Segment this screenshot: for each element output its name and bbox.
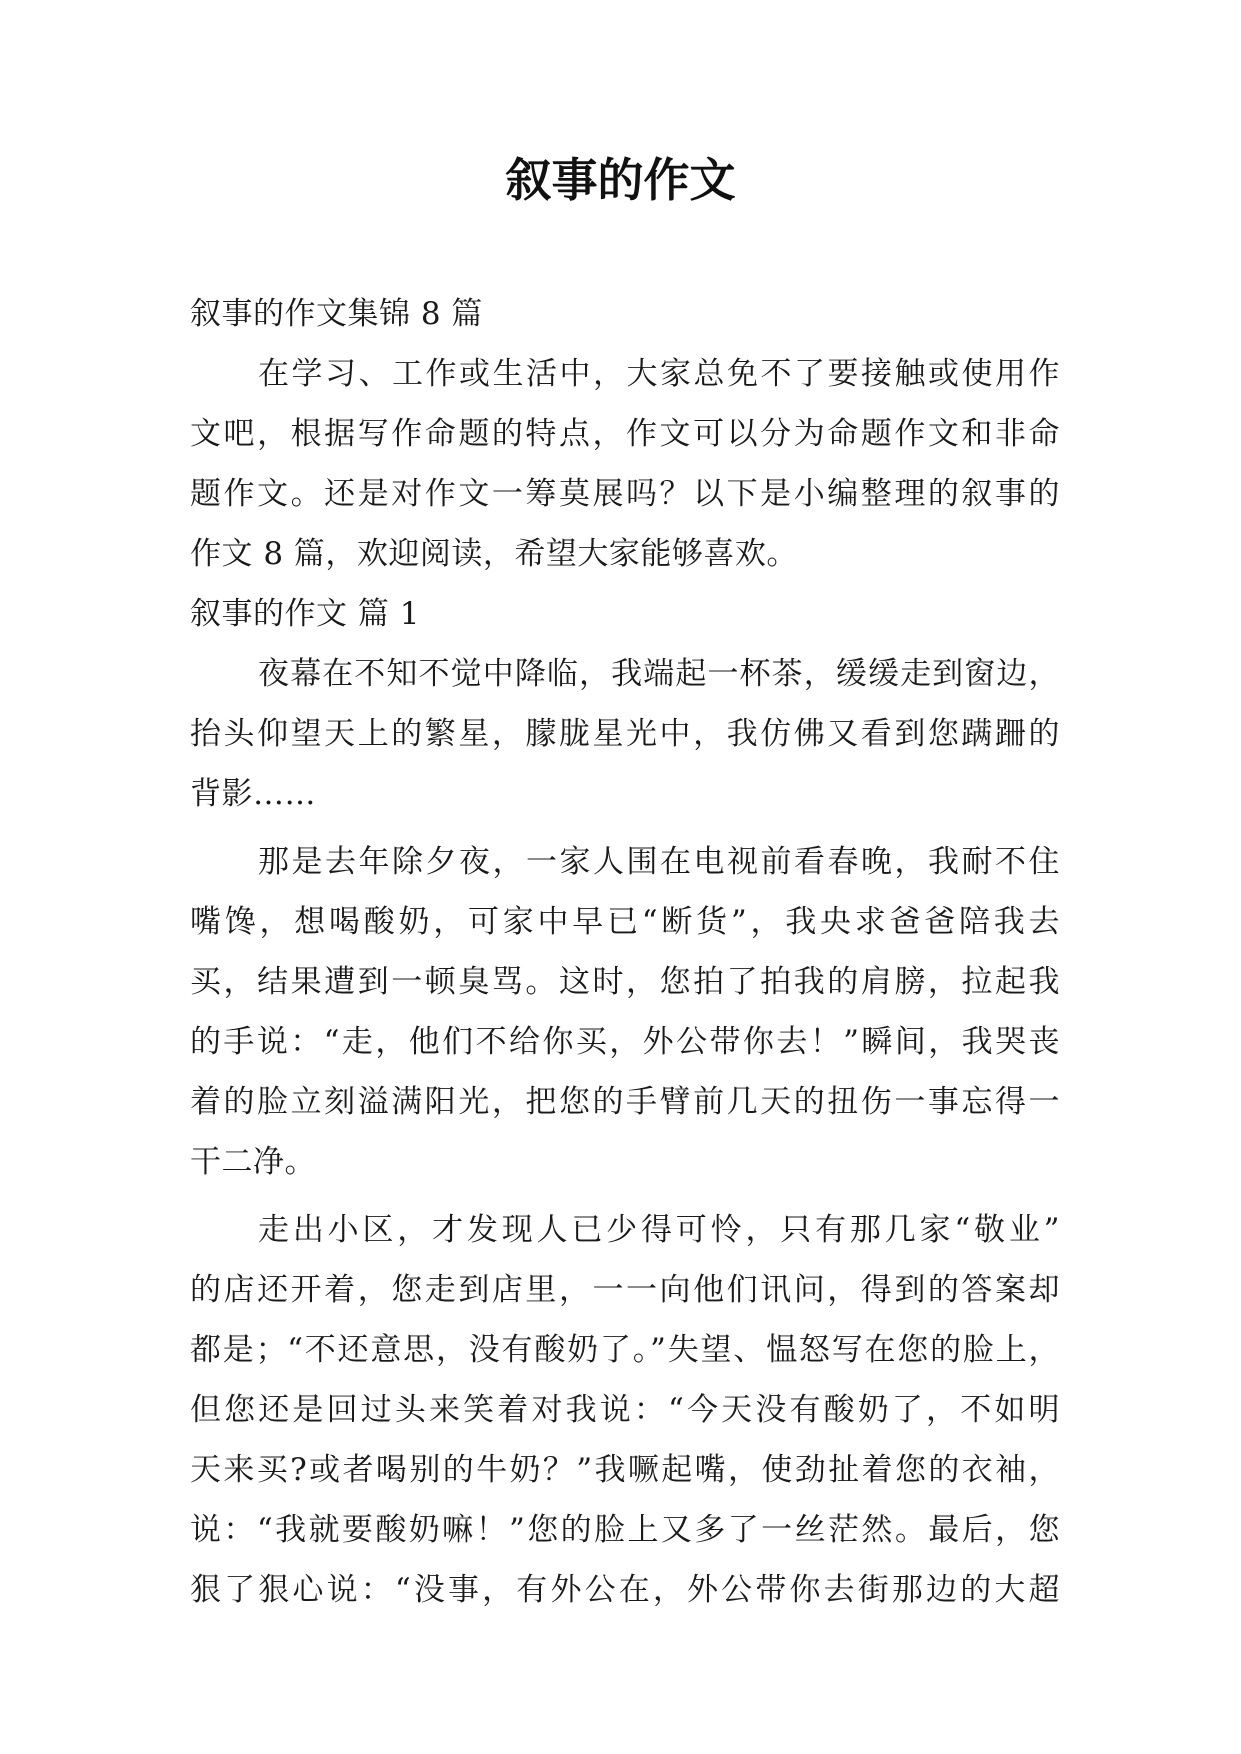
paragraph-line: 抬头仰望天上的繁星，朦胧星光中，我仿佛又看到您蹒跚的 [190, 716, 1060, 752]
paragraph-line: 狠了狠心说：“没事，有外公在，外公带你去街那边的大超 [190, 1572, 1060, 1608]
paragraph-line: 天来买?或者喝别的牛奶？”我噘起嘴，使劲扯着您的衣袖， [190, 1452, 1060, 1488]
paragraph-line: 那是去年除夕夜，一家人围在电视前看春晚，我耐不住 [258, 844, 1060, 880]
paragraph-line: 的店还开着，您走到店里，一一向他们讯问，得到的答案却 [190, 1272, 1060, 1308]
paragraph-line: 走出小区，才发现人已少得可怜，只有那几家“敬业” [258, 1212, 1060, 1248]
paragraph-line: 买，结果遭到一顿臭骂。这时，您拍了拍我的肩膀，拉起我 [190, 964, 1060, 1000]
paragraph-line: 夜幕在不知不觉中降临，我端起一杯茶，缓缓走到窗边， [258, 656, 1060, 692]
paragraph-line: 着的脸立刻溢满阳光，把您的手臂前几天的扭伤一事忘得一 [190, 1084, 1060, 1120]
paragraph-2 [190, 832, 1060, 1192]
paragraph-line: 作文 8 篇，欢迎阅读，希望大家能够喜欢。 [190, 536, 798, 572]
paragraph-spacer [190, 824, 1060, 832]
document-title: 叙事的作文 [505, 153, 736, 207]
paragraph-line: 的手说：“走，他们不给你买，外公带你去！”瞬间，我哭丧 [190, 1024, 1060, 1060]
intro-paragraph [190, 344, 1060, 584]
paragraph-line: 在学习、工作或生活中，大家总免不了要接触或使用作 [258, 356, 1060, 392]
paragraph-line: 但您还是回过头来笑着对我说：“今天没有酸奶了，不如明 [190, 1392, 1060, 1428]
paragraph-3 [190, 1200, 1060, 1620]
paragraph-line: 文吧，根据写作命题的特点，作文可以分为命题作文和非命 [190, 416, 1060, 452]
paragraph-line: 背影…… [190, 776, 316, 812]
intro-heading: 叙事的作文集锦 8 篇 [190, 296, 483, 332]
paragraph-spacer [190, 1192, 1060, 1200]
section-heading: 叙事的作文 篇 1 [190, 596, 420, 632]
paragraph-line: 都是；“不还意思，没有酸奶了。”失望、愠怒写在您的脸上， [190, 1332, 1060, 1368]
paragraph-line: 题作文。还是对作文一筹莫展吗？以下是小编整理的叙事的 [190, 476, 1060, 512]
paragraph-line: 干二净。 [190, 1144, 316, 1180]
paragraph-1 [190, 644, 1060, 824]
document-body [190, 284, 1060, 1620]
paragraph-line: 嘴馋，想喝酸奶，可家中早已“断货”，我央求爸爸陪我去 [190, 904, 1060, 940]
paragraph-line: 说：“我就要酸奶嘛！”您的脸上又多了一丝茫然。最后，您 [190, 1512, 1060, 1548]
